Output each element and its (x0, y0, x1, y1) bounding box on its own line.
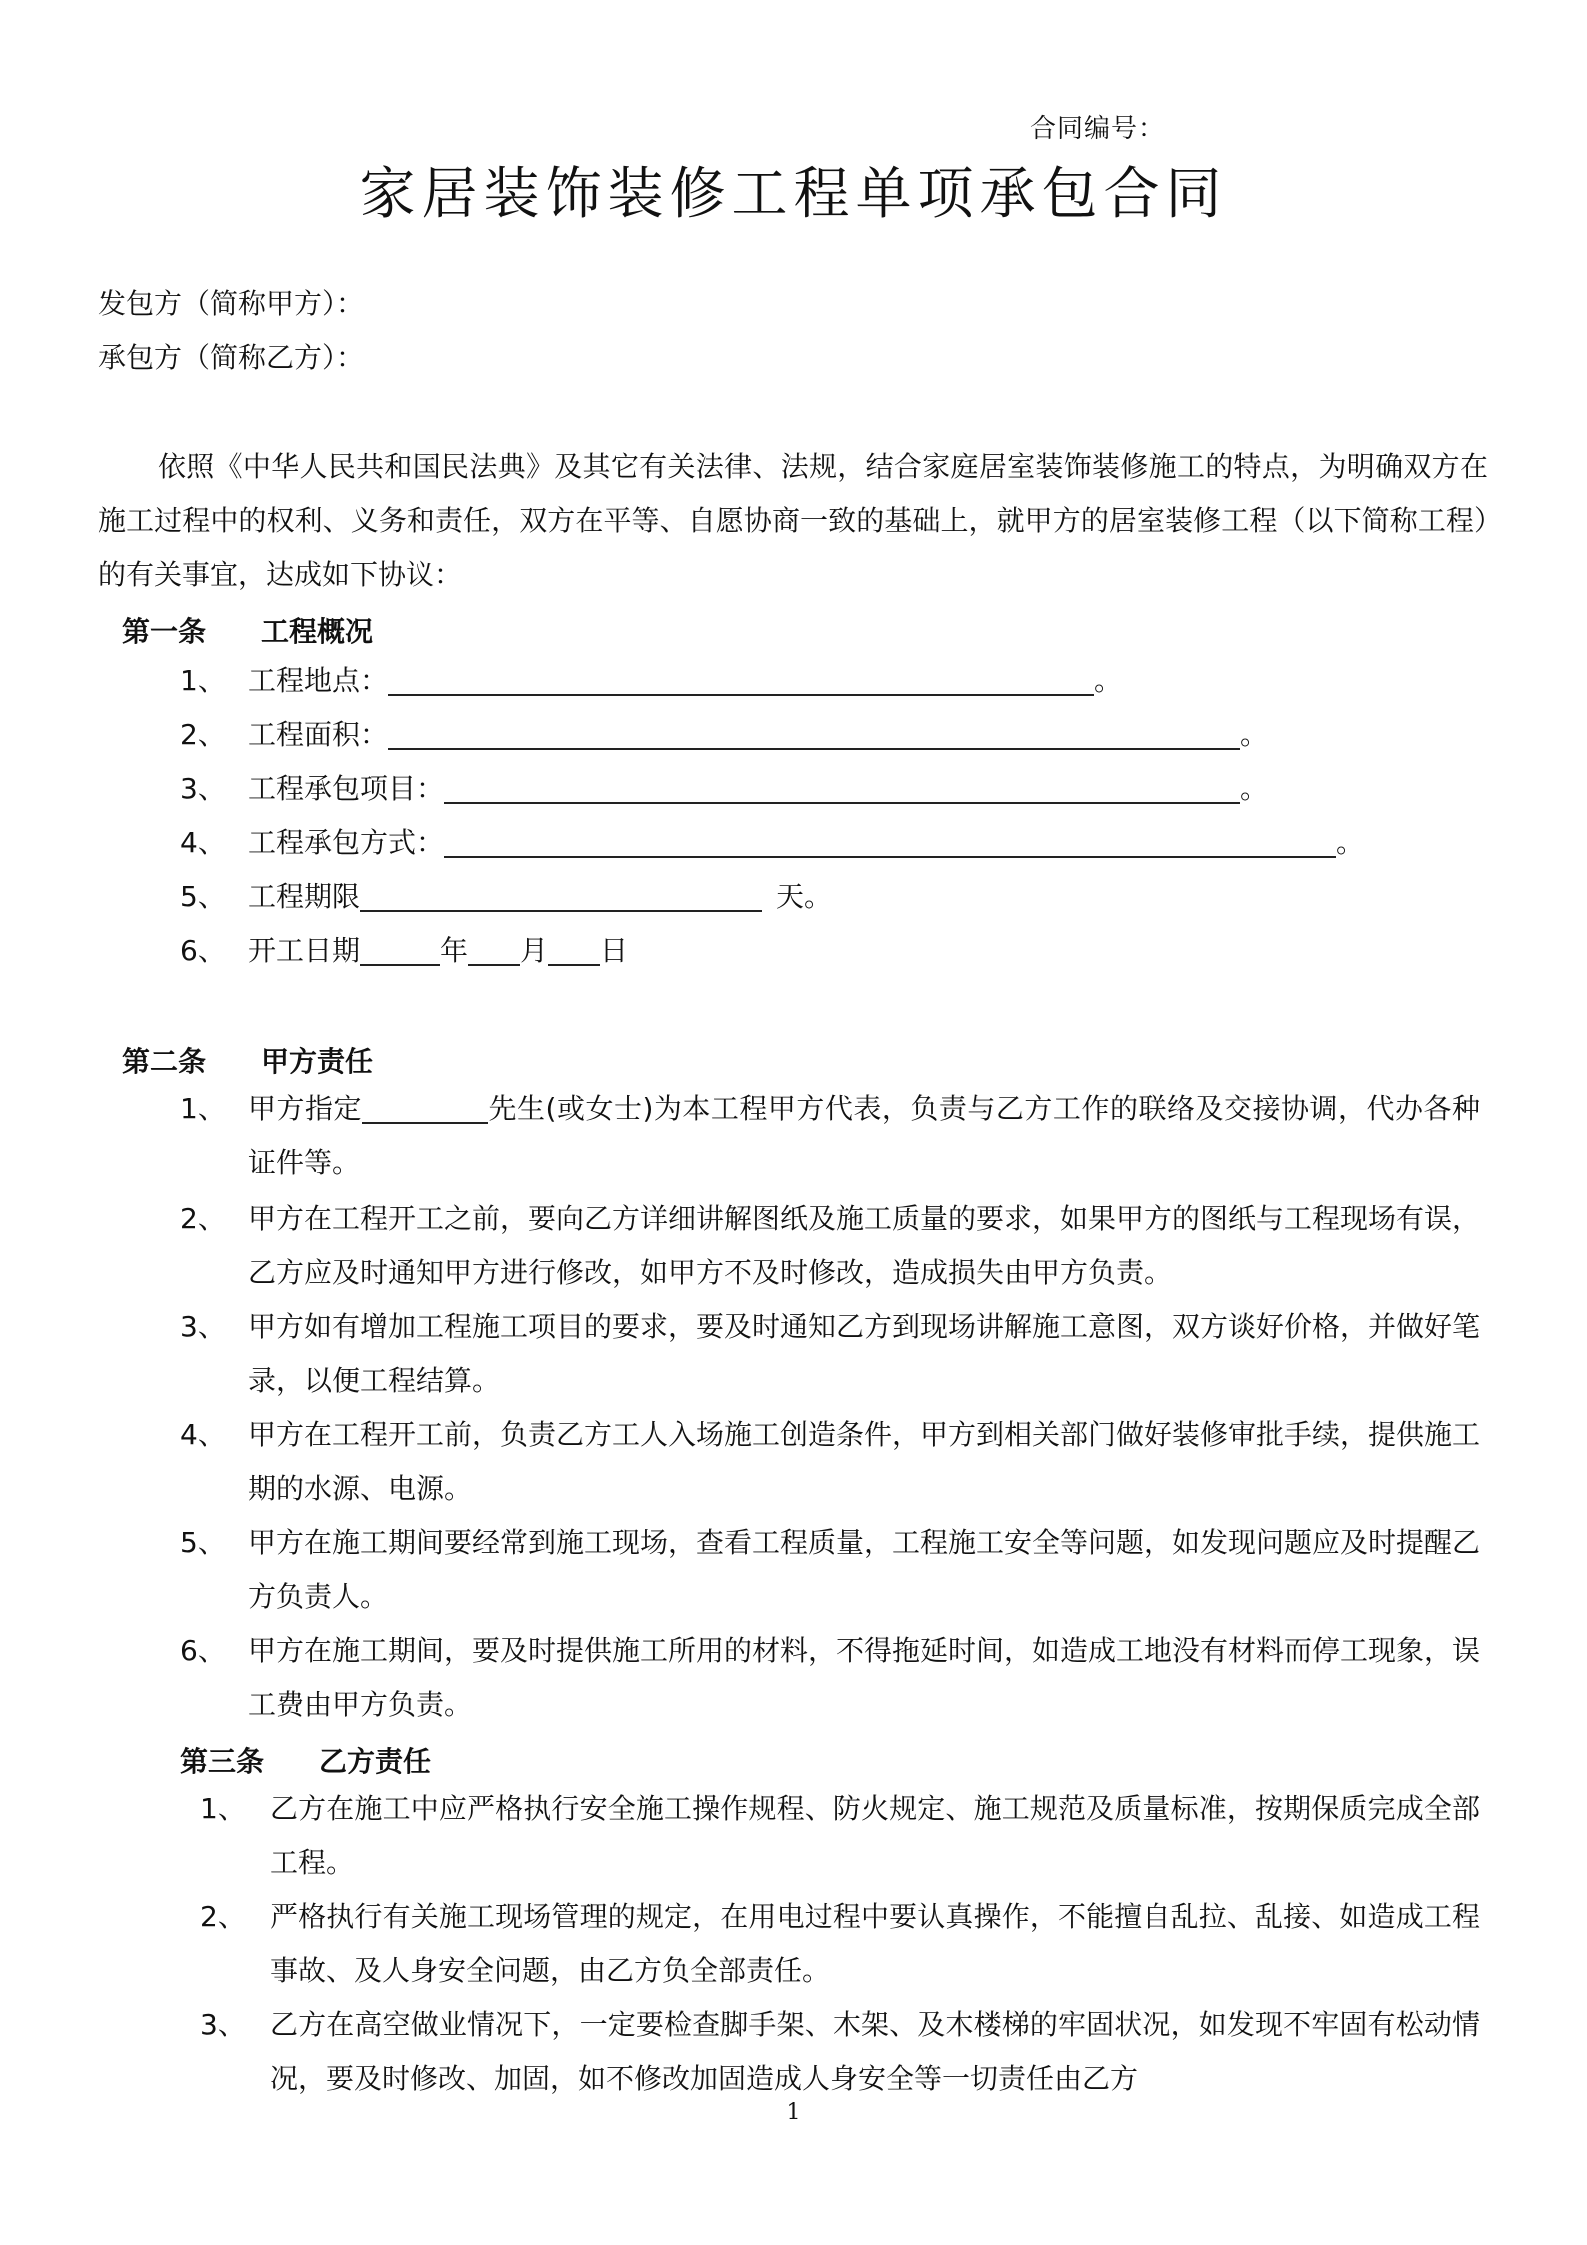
article1-title: 工程概况 (261, 615, 374, 648)
article2-heading (122, 1040, 373, 1080)
article1-item-4: 4、 工程承包方式： 。 (180, 826, 1365, 859)
blank-line[interactable] (388, 718, 1240, 750)
article3-title: 乙方责任 (319, 1745, 432, 1778)
article2-number: 第二条 (122, 1045, 207, 1078)
party-b-line: 承包方（简称乙方）： (98, 341, 365, 374)
blank-line[interactable] (388, 664, 1094, 696)
blank-line[interactable] (360, 880, 762, 912)
document-title: 家居装饰装修工程单项承包合同 (359, 162, 1228, 227)
article1-item-2: 2、 工程面积： 。 (180, 718, 1269, 751)
blank-line[interactable] (468, 934, 520, 966)
article2-title: 甲方责任 (261, 1045, 374, 1078)
contract-number-label: 合同编号： (1030, 114, 1166, 144)
article1-item-5: 5、 工程期限 天。 (180, 880, 833, 913)
contract-page: 合同编号： 家居装饰装修工程单项承包合同 发包方（简称甲方）： 承包方（简称乙方）： 依照《中华人民共和国民法典》及其它有关法律、法规，结合家庭居室装饰装修施工的特点，为明确双方在施工过程中的权利、义务和责任，双方在平等、自愿协商一致的基础上，就甲方的居室装修工程（以下简称工程）的有关事宜，达成如下协议： 第一条 工程概况 1、 工程地点： 。 2、 工程面积： 。 3、 工程承包项目： 。 4、 工程承包方式： 。 5、 工程期限 天。 6、 开工日期 年 月 日 第二条 甲方责任 1、 甲方指定 先生(或女士)为本工程甲方代表，负责与乙方工作的联络及交接协调，代办各种证件等。 2、 甲方在工程开工之前，要向乙方详细讲解图纸及施工质量的要求，如果甲方的图纸与工程现场有误，乙方应及时通知甲方进行修改，如甲方不及时修改，造成损失由甲方负责。 3、 甲方如有增加工程施工项目的要求，要及时通知乙方到现场讲解施工意图，双方谈好价格，并做好笔录，以便工程结算。 4、 甲方在工程开工前，负责乙方工人入场施工创造条件，甲方到相关部门做好装修审批手续，提供施工期的水源、电源。 5、 甲方在施工期间要经常到施工现场，查看工程质量，工程施工安全等问题，如发现问题应及时提醒乙方负责人。 6、 甲方在施工期间，要及时提供施工所用的材料，不得拖延时间，如造成工地没有材料而停工现象，误工费由甲方负责。 第三条 乙方责任 1、 乙方在施工中应严格执行安全施工操作规程、防火规定、施工规范及质量标准，按期保质完成全部工程。 2、 严格执行有关施工现场管理的规定，在用电过程中要认真操作，不能擅自乱拉、乱接、如造成工程事故、及人身安全问题，由乙方负全部责任。 3、 乙方在高空做业情况下，一定要检查脚手架、木架、及木楼梯的牢固状况，如发现不牢固有松动情况，要及时修改、加固，如不修改加固造成人身安全等一切责任由乙方 1 (0, 0, 1587, 2245)
blank-line[interactable] (444, 826, 1336, 858)
party-a-line: 发包方（简称甲方）： (98, 287, 365, 320)
article1-number: 第一条 (122, 615, 207, 648)
article1-item-1: 1、 工程地点： 。 (180, 664, 1123, 697)
blank-line[interactable] (362, 1092, 488, 1124)
blank-line[interactable] (360, 934, 440, 966)
blank-line[interactable] (548, 934, 600, 966)
intro-paragraph: 依照《中华人民共和国民法典》及其它有关法律、法规，结合家庭居室装饰装修施工的特点，为明确双方在施工过程中的权利、义务和责任，双方在平等、自愿协商一致的基础上，就甲方的居室装修工程（以下简称工程）的有关事宜，达成如下协议： (98, 450, 1488, 591)
article1-item-6: 6、 开工日期 年 月 日 (180, 934, 629, 967)
article1-item-3: 3、 工程承包项目： 。 (180, 772, 1269, 805)
article1-heading (122, 610, 373, 650)
page-number: 1 (786, 2100, 801, 2125)
article3-heading (180, 1740, 431, 1780)
article3-number: 第三条 (180, 1745, 265, 1778)
blank-line[interactable] (444, 772, 1240, 804)
